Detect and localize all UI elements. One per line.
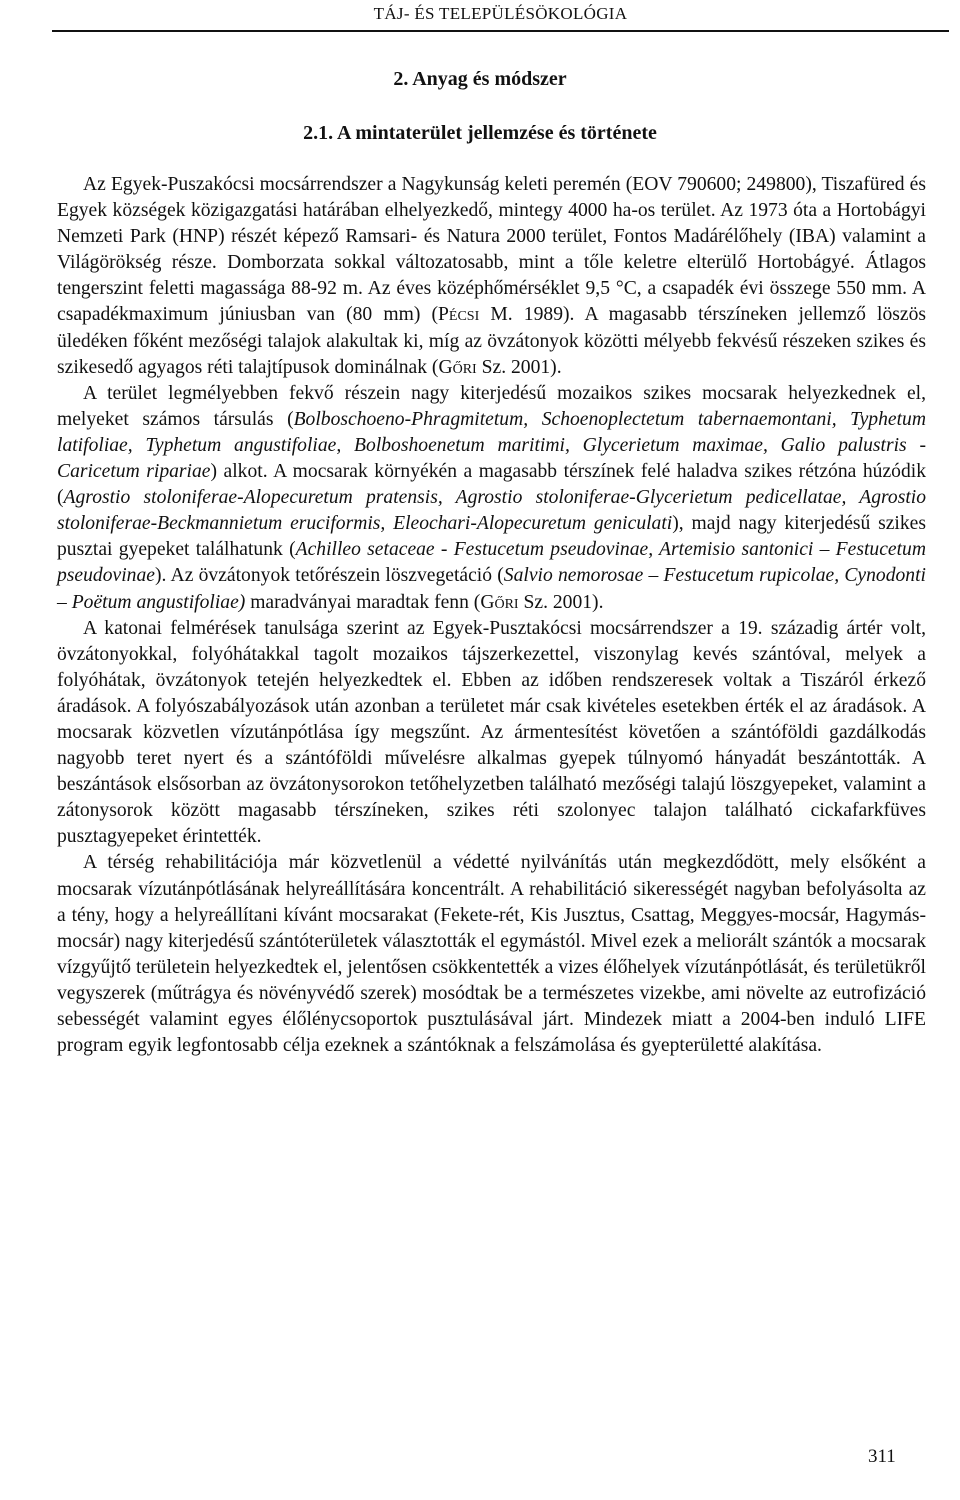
body-text — [57, 172, 926, 1059]
paragraph-3: A katonai felmérések tanulsága szerint az Egyek-Pusztakócsi mocsárrendszer a 19. századig ártér volt, övzátonyokkal, folyóhátakkal tagolt mozaikos tájszerkezettel, viszonylag kevés szántóval, melyek a folyóhátak, övzátonyok tetején helyezkedtek el. Ebben az időben rendszeresek voltak a Tiszáról érkező áradások. A folyószabályozások után azonban a területet már csak kivételes esetekben érték el az áradások. A mocsarak közvetlen vízutánpótlása így megszűnt. Az ármentesítést követően a szántóföldi gazdálkodás nagyobb teret nyert és a szántóföldi művelésre alkalmas gyepek túlnyomó hányadát beszántották. A beszántások elsősorban az övzátonysorokon tetőhelyzetben található mezőségi talajú löszgyepeket, valamint a zátonysorok között magasabb térszíneken, szikes réti szolonyec talajon található cickafarkfüves pusztagyepeket érintették. — [57, 617, 926, 848]
paragraph-2-text-e: maradványai maradtak fenn ( — [245, 591, 481, 613]
paragraph-1 — [57, 172, 926, 381]
species-list-loess: Salvio nemorosae – Festucetum rupicolae, Cynodonti – Poëtum angustifoliae) — [57, 565, 926, 613]
subsection-title: 2.1. A mintaterület jellemzése és története — [303, 122, 657, 144]
paragraph-1-text-c: Sz. 2001). — [476, 356, 562, 378]
page-number: 311 — [868, 1446, 896, 1467]
paragraph-2-text-d: ). Az övzátonyok tetőrészein löszvegetáció ( — [154, 565, 504, 587]
section-title: 2. Anyag és módszer — [393, 68, 567, 90]
species-list-marsh: Bolboschoeno-Phragmitetum, Schoenoplectetum tabernaemontani, Typhetum latifoliae, Typhetum angustifoliae, Bolboshoenetum maritimi, Glycerietum maximae, Galio palustris - Caricetum ripariae — [57, 408, 926, 483]
citation-author: Gőri — [480, 591, 519, 613]
citation-author: Gőri — [438, 356, 477, 378]
paragraph-1-text-b: M. 1989). A magasabb térszíneken jellemző löszös üledéken főként mezőségi talajok alakultak ki, míg az övzátonyok közötti mélyebb fekvésű részeken szikes és szikesedő agyagos réti talajtípusok dominálnak ( — [57, 304, 927, 378]
species-list-steppe: Achilleo setaceae - Festucetum pseudovinae, Artemisio santonici – Festucetum pseudovinae — [57, 539, 926, 587]
paragraph-2-text-b: ) alkot. A mocsarak környékén a magasabb térszínek felé haladva szikes rétzóna húzódik ( — [57, 461, 926, 509]
running-header — [52, 0, 949, 32]
citation-author: Pécsi — [438, 304, 480, 326]
paragraph-2-text-a: A terület legmélyebben fekvő részein nagy kiterjedésű mozaikos szikes mocsarak helyezkednek el, melyeket számos társulás ( — [57, 382, 926, 430]
species-list-meadow: Agrostio stoloniferae-Alopecuretum pratensis, Agrostio stoloniferae-Glycerietum pedicellatae, Agrostio stoloniferae-Beckmannietum eruciformis, Eleochari-Alopecuretum geniculati — [57, 487, 926, 535]
running-title: TÁJ- ÉS TELEPÜLÉSÖKOLÓGIA — [373, 4, 628, 23]
paragraph-1-text-a: Az Egyek-Puszakócsi mocsárrendszer a Nagykunság keleti peremén (EOV 790600; 249800), Tiszafüred és Egyek községek közigazgatási határában elhelyezkedő, mintegy 4000 ha-os terület. Az 1973 óta a Hortobágyi Nemzeti Park (HNP) részét képező Ramsari- és Natura 2000 terület, Fontos Madárélőhely (IBA) valamint a Világörökség része. Domborzata sokkal változatosabb, mint a tőle keletre elterülő Hortobágyé. Átlagos tengerszint feletti magassága 88-92 m. Az éves középhőmérséklet 9,5 °C, a csapadék évi összege 550 mm. A csapadékmaximum júniusban van (80 mm) ( — [57, 174, 926, 326]
paragraph-2 — [57, 381, 926, 616]
paragraph-4: A térség rehabilitációja már közvetlenül a védetté nyilvánítás után megkezdődött, mely elsőként a mocsarak vízutánpótlásának helyreállítására koncentrált. A rehabilitáció sikerességét nagyban befolyásolta az a tény, hogy a helyreállítani kívánt mocsarakat (Fekete-rét, Kis Jusztus, Csattag, Meggyes-mocsár, Hagymás-mocsár) nagy kiterjedésű szántóterületek választották el egymástól. Mivel ezek a meliorált szántók a mocsarak vízgyűjtő területein helyezkedtek el, jelentősen csökkentették a vizes élőhelyek vízutánpótlását, és területükről vegyszerek (műtrágya és növényvédő szerek) mosódtak be a természetes vizekbe, ami növelte az eutrofizáció sebességét valamint egyes élőlénycsoportok pusztulásával járt. Mindezek miatt a 2004-ben induló LIFE program egyik legfontosabb célja ezeknek a szántóknak a felszámolása és gyepterületté alakítása. — [57, 852, 926, 1057]
paragraph-2-text-c: ), majd nagy kiterjedésű szikes pusztai gyepeket találhatunk ( — [57, 513, 926, 561]
paragraph-2-text-f: Sz. 2001). — [518, 591, 604, 613]
